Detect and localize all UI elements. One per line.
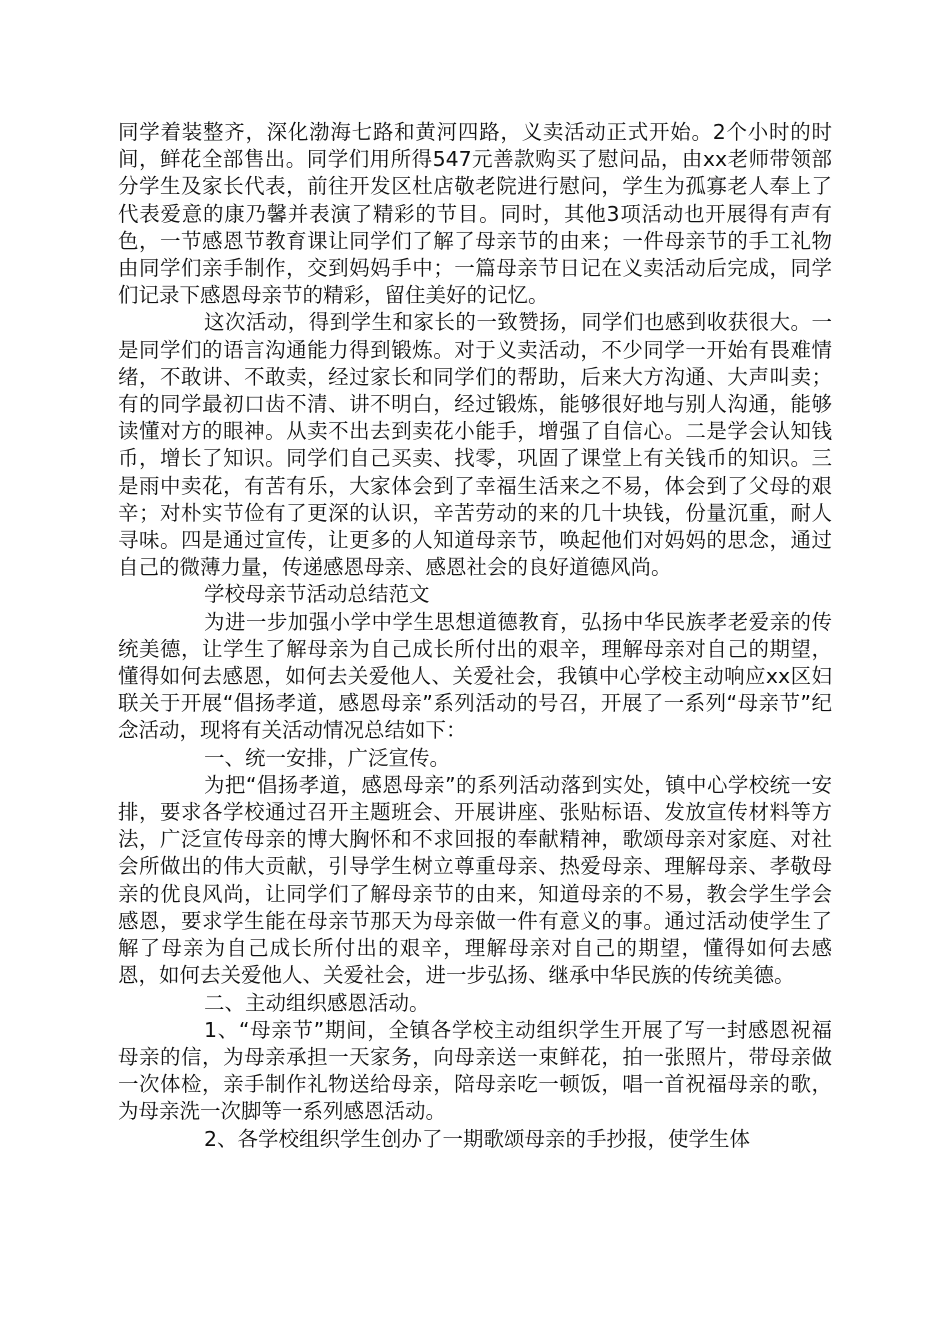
paragraph-introduction: 为进一步加强小学中学生思想道德教育，弘扬中华民族孝老爱亲的传统美德，让学生了解母亲为自己成长所付出的艰辛，理解母亲对自己的期望，懂得如何去感恩，如何去关爱他人、关爱社会，我镇中心学校主动响应xx区妇联关于开展“倡扬孝道，感恩母亲”系列活动的号召，开展了一系列“母亲节”纪念活动，现将有关活动情况总结如下： xyxy=(118,609,832,743)
document-body xyxy=(118,119,832,1153)
list-item-1: 1、“母亲节”期间，全镇各学校主动组织学生开展了写一封感恩祝福母亲的信，为母亲承担一天家务，向母亲送一束鲜花，拍一张照片，带母亲做一次体检，亲手制作礼物送给母亲，陪母亲吃一顿饭，唱一首祝福母亲的歌，为母亲洗一次脚等一系列感恩活动。 xyxy=(118,1017,832,1124)
list-item-2: 2、各学校组织学生创办了一期歌颂母亲的手抄报，使学生体 xyxy=(204,1126,751,1151)
heading-unified-arrangement: 一、统一安排，广泛宣传。 xyxy=(204,745,450,770)
paragraph-charity-sale: 同学着装整齐，深化渤海七路和黄河四路，义卖活动正式开始。2个小时的时间，鲜花全部售出。同学们用所得547元善款购买了慰问品，由xx老师带领部分学生及家长代表，前往开发区杜店敬老院进行慰问，学生为孤寡老人奉上了代表爱意的康乃馨并表演了精彩的节目。同时，其他3项活动也开展得有声有色，一节感恩节教育课让同学们了解了母亲节的由来；一件母亲节的手工礼物由同学们亲手制作，交到妈妈手中；一篇母亲节日记在义卖活动后完成，同学们记录下感恩母亲节的精彩，留住美好的记忆。 xyxy=(118,120,832,308)
paragraph-activity-results: 这次活动，得到学生和家长的一致赞扬，同学们也感到收获很大。一是同学们的语言沟通能力得到锻炼。对于义卖活动，不少同学一开始有畏难情绪，不敢讲、不敢卖，经过家长和同学们的帮助，后来大方沟通、大声叫卖；有的同学最初口齿不清、讲不明白，经过锻炼，能够很好地与别人沟通，能够读懂对方的眼神。从卖不出去到卖花小能手，增强了自信心。二是学会认知钱币，增长了知识。同学们自己买卖、找零，巩固了课堂上有关钱币的知识。三是雨中卖花，有苦有乐，大家体会到了幸福生活来之不易，体会到了父母的艰辛；对朴实节俭有了更深的认识，辛苦劳动的来的几十块钱，份量沉重，耐人寻味。四是通过宣传，让更多的人知道母亲节，唤起他们对妈妈的思念，通过自己的微薄力量，传递感恩母亲、感恩社会的良好道德风尚。 xyxy=(118,310,832,580)
paragraph-publicity: 为把“倡扬孝道，感恩母亲”的系列活动落到实处，镇中心学校统一安排，要求各学校通过召开主题班会、开展讲座、张贴标语、发放宣传材料等方法，广泛宣传母亲的博大胸怀和不求回报的奉献精神，歌颂母亲对家庭、对社会所做出的伟大贡献，引导学生树立尊重母亲、热爱母亲、理解母亲、孝敬母亲的优良风尚，让同学们了解母亲节的由来，知道母亲的不易，教会学生学会感恩，要求学生能在母亲节那天为母亲做一件有意义的事。通过活动使学生了解了母亲为自己成长所付出的艰辛，理解母亲对自己的期望，懂得如何去感恩，如何去关爱他人、关爱社会，进一步弘扬、继承中华民族的传统美德。 xyxy=(118,772,832,988)
heading-gratitude-activities: 二、主动组织感恩活动。 xyxy=(204,990,430,1015)
section-title: 学校母亲节活动总结范文 xyxy=(204,582,430,607)
